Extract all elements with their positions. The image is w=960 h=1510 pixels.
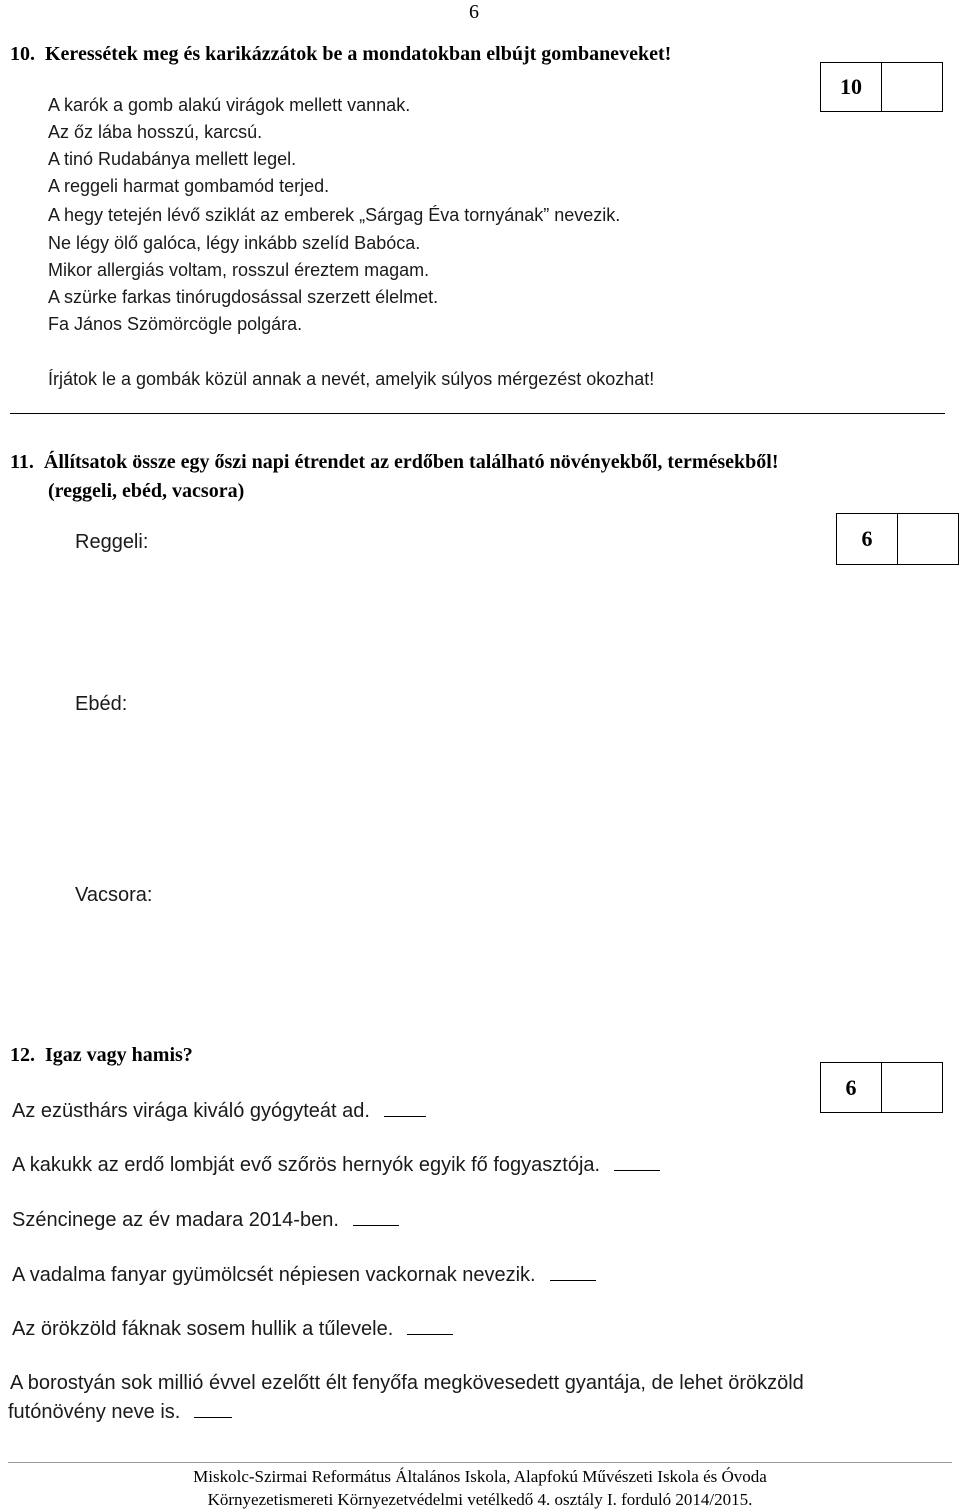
q12-score-field[interactable] [882, 1063, 942, 1112]
q10-answer-line[interactable] [10, 413, 945, 414]
answer-blank-3[interactable] [353, 1207, 399, 1226]
q10-heading [10, 42, 671, 66]
q11-points: 6 [837, 514, 898, 564]
q12-points: 6 [821, 1063, 882, 1112]
q12-statement-3: Széncinege az év madara 2014-ben. [12, 1209, 339, 1231]
q10-instruction: Írjátok le a gombák közül annak a nevét, amelyik súlyos mérgezést okozhat! [48, 369, 655, 389]
q12-statement-1-row [12, 1098, 426, 1123]
q10-sentence-6: Ne légy ölő galóca, légy inkább szelíd Babóca. [48, 233, 421, 253]
meal-label-dinner: Vacsora: [75, 884, 153, 906]
q12-title: Igaz vagy hamis? [45, 1044, 193, 1066]
meal-label-lunch: Ebéd: [75, 693, 128, 715]
q11-title: Állítsatok össze egy őszi napi étrendet az erdőben található növényekből, termésekből! [43, 451, 779, 473]
q12-statement-6-continued-row [8, 1399, 232, 1424]
answer-blank-6[interactable] [194, 1399, 232, 1418]
q11-subtitle: (reggeli, ebéd, vacsora) [48, 480, 245, 502]
q12-statement-4: A vadalma fanyar gyümölcsét népiesen vackornak nevezik. [12, 1264, 536, 1286]
answer-blank-5[interactable] [407, 1316, 453, 1335]
q12-statement-2-row [12, 1152, 660, 1177]
q10-sentence-7: Mikor allergiás voltam, rosszul éreztem magam. [48, 260, 430, 280]
q10-sentence-8: A szürke farkas tinórugdosással szerzett élelmet. [48, 287, 439, 307]
answer-blank-4[interactable] [550, 1262, 596, 1281]
q12-statement-5: Az örökzöld fáknak sosem hullik a tűlevele. [12, 1318, 394, 1340]
footer-divider [8, 1462, 952, 1463]
q10-sentence-3: A tinó Rudabánya mellett legel. [48, 149, 297, 169]
q12-statement-3-row [12, 1207, 399, 1232]
q10-points: 10 [821, 63, 882, 111]
q10-title: Keressétek meg és karikázzátok be a mondatokban elbújt gombaneveket! [45, 43, 672, 65]
q12-statement-1: Az ezüsthárs virága kiváló gyógyteát ad. [12, 1100, 370, 1122]
meal-label-breakfast: Reggeli: [75, 531, 149, 553]
q10-sentence-5: A hegy tetején lévő sziklát az emberek „Sárgag Éva tornyának” nevezik. [48, 205, 621, 225]
q11-heading [10, 450, 779, 474]
q12-statement-2: A kakukk az erdő lombját evő szőrös hernyók egyik fő fogyasztója. [12, 1154, 601, 1176]
q12-score-box [820, 1062, 943, 1113]
footer-school: Miskolc-Szirmai Református Általános Iskola, Alapfokú Művészeti Iskola és Óvoda [193, 1467, 767, 1486]
q11-score-box [836, 513, 959, 565]
q10-number: 10. [10, 43, 35, 65]
page-number: 6 [469, 1, 479, 23]
footer-contest: Környezetismereti Környezetvédelmi vetélkedő 4. osztály I. forduló 2014/2015. [207, 1490, 753, 1509]
q10-score-box [820, 62, 943, 112]
answer-blank-2[interactable] [614, 1152, 660, 1171]
q10-sentence-4: A reggeli harmat gombamód terjed. [48, 176, 330, 196]
q12-statement-6-continued: futónövény neve is. [8, 1401, 181, 1423]
q10-sentence-2: Az őz lába hosszú, karcsú. [48, 122, 263, 142]
q12-statement-6: A borostyán sok millió évvel ezelőtt élt fenyőfa megkövesedett gyantája, de lehet örökzöld [10, 1372, 804, 1394]
q12-heading [10, 1043, 193, 1067]
q12-statement-5-row [12, 1316, 453, 1341]
q12-number: 12. [10, 1044, 35, 1066]
q10-sentence-1: A karók a gomb alakú virágok mellett vannak. [48, 95, 411, 115]
answer-blank-1[interactable] [384, 1098, 426, 1117]
q10-score-field[interactable] [882, 63, 942, 111]
q11-number: 11. [10, 451, 34, 473]
q11-score-field[interactable] [898, 514, 958, 564]
q10-sentence-9: Fa János Szömörcögle polgára. [48, 314, 303, 334]
q12-statement-4-row [12, 1262, 596, 1287]
